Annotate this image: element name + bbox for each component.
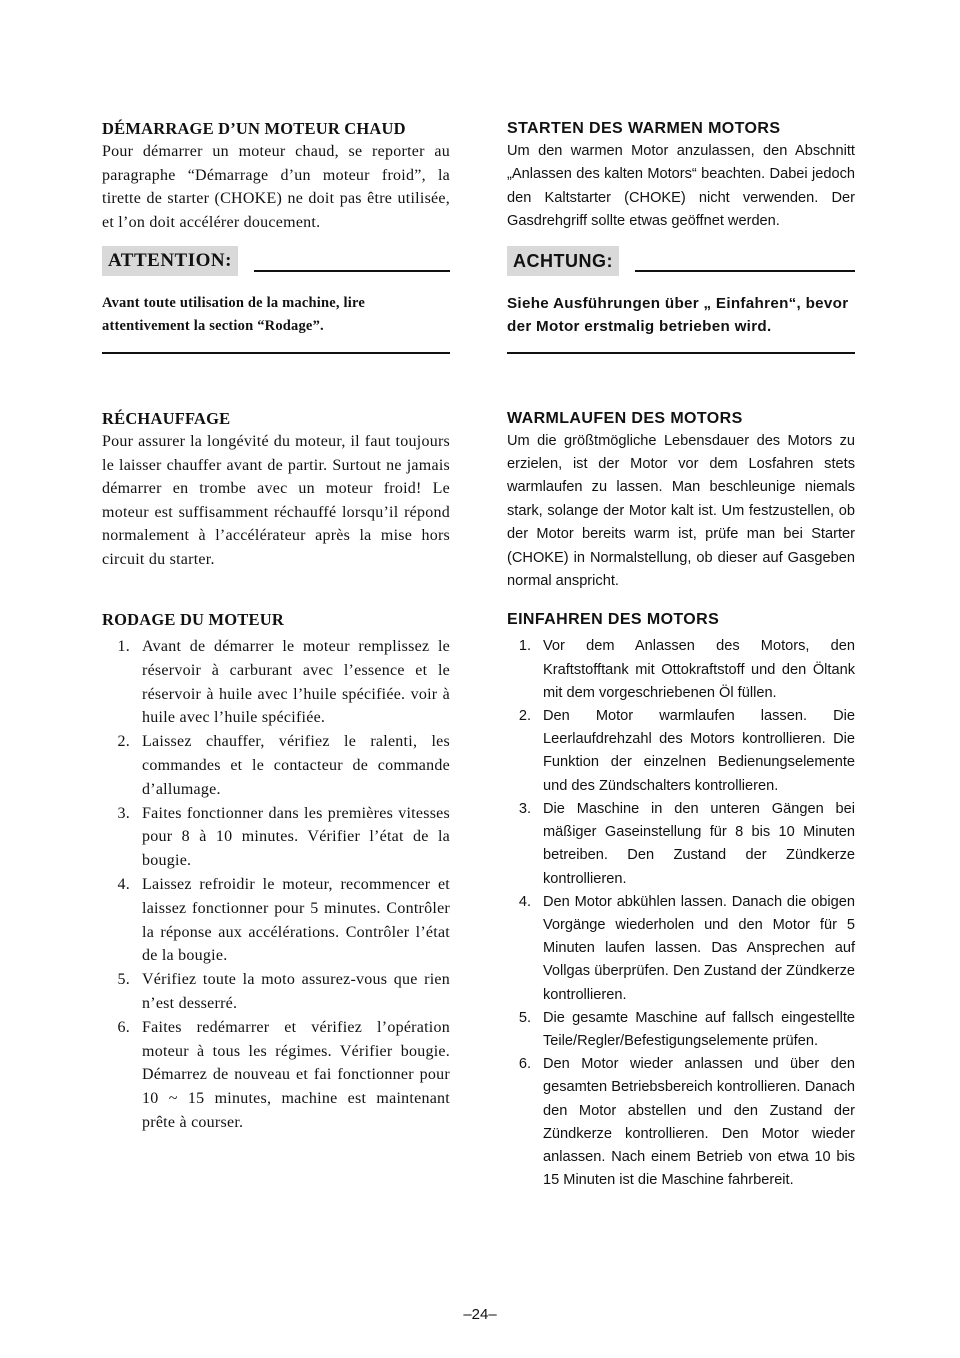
list-item-text: Den Motor wieder anlassen und über den gesamten Betriebsbereich kontrollieren. Danach den Motor abstellen und den Zustand der Zündkerze kontrollieren. Den Motor wieder anlassen. Nach einem Betrieb von etwa 10 bis 15 Minuten ist die Maschine fahrbereit. [543,1056,855,1189]
list-item-text: Die gesamte Maschine auf fallsch eingestellte Teile/Regler/Befestigungselemente prüfen. [543,1009,855,1049]
german-column [507,118,855,1192]
fr-attention-banner [102,242,450,276]
fr-warm-start-heading: DÉMARRAGE D’UN MOTEUR CHAUD [102,119,406,138]
fr-break-in-heading: RODAGE DU MOTEUR [102,610,284,629]
de-warmup-heading: WARMLAUFEN DES MOTORS [507,409,743,427]
list-item-text: Den Motor abkühlen lassen. Danach die obigen Vorgänge wiederholen und den Motor für 5 Minuten laufen lassen. Das Ansprechen auf Vollgas überprüfen. Den Zustand der Zündkerze kontrollieren. [543,893,855,1003]
list-item [507,1053,855,1192]
de-warm-start-text: Um den warmen Motor anzulassen, den Abschnitt „Anlassen des kalten Motors“ beachten. Dabei jedoch den Kaltstarter (CHOKE) nicht verwenden. Der Gasdrehgriff sollte etwas geöffnet werden. [507,143,855,230]
de-warmup-text: Um die größtmögliche Lebensdauer des Motors zu erzielen, ist der Motor vor dem Losfahren stets warmlaufen zu lassen. Man beschleunige niemals stark, solange der Motor kalt ist. Um festzustellen, ob der Motor bereits warm ist, prüfe man bei Starter (CHOKE) in Normalstellung, ob dieser auf Gasgeben normal anspricht. [507,432,855,590]
de-achtung-text: Siehe Ausführungen über „ Einfahren“, bevor der Motor erstmalig betrieben wird. [507,294,849,335]
list-item [507,705,855,798]
fr-warm-start-text: Pour démarrer un moteur chaud, se reporter au paragraphe “Démarrage d’un moteur froid”, la tirette de starter (CHOKE) ne doit pas être utilisée, et l’on doit accélérer doucement. [102,143,450,231]
list-item-number: 4. [117,875,130,893]
list-item-text: Vérifiez toute la moto assurez-vous que rien n’est desserré. [142,971,450,1012]
list-item [102,1016,450,1135]
list-item-number: 1. [518,638,531,655]
list-item [102,730,450,801]
list-item [102,873,450,968]
list-item-number: 4. [518,893,531,910]
list-item [102,968,450,1016]
fr-break-in-list [102,635,450,1135]
de-warm-start-heading: STARTEN DES WARMEN MOTORS [507,120,781,137]
list-item-number: 6. [117,1018,130,1036]
de-achtung-line [635,270,855,272]
list-item-number: 3. [518,800,531,817]
page-number: –24– [463,1306,497,1323]
de-break-in-list [507,635,855,1192]
fr-attention-line [254,270,450,272]
fr-attention-rule [102,352,450,354]
fr-attention-label: ATTENTION: [102,246,238,276]
list-item [507,635,855,705]
list-item-text: Die Maschine in den unteren Gängen bei mäßiger Gaseinstellung für 8 bis 10 Minuten betreiben. Den Zustand der Zündkerze kontrollieren. [543,800,855,887]
list-item-text: Vor dem Anlassen des Motors, den Kraftstofftank mit Ottokraftstoff und den Öltank mit dem vorgeschriebenen Öl füllen. [543,638,855,701]
fr-attention-text: Avant toute utilisation de la machine, lire attentivement la section “Rodage”. [102,295,366,334]
list-item-text: Faites fonctionner dans les premières vitesses pour 8 à 10 minutes. Vérifier l’état de la bougie. [142,804,450,870]
list-item-text: Den Motor warmlaufen lassen. Die Leerlaufdrehzahl des Motors kontrollieren. Die Funktion der einzelnen Bedienungselemente und des Zündschalters kontrollieren. [543,708,855,794]
de-achtung-banner [507,242,855,276]
fr-warmup-heading: RÉCHAUFFAGE [102,409,231,428]
list-item [507,798,855,891]
list-item-number: 1. [117,638,130,655]
list-item-number: 6. [518,1056,531,1073]
list-item-number: 2. [117,733,130,751]
list-item-number: 2. [518,708,531,725]
list-item [102,635,450,730]
list-item-text: Laissez chauffer, vérifiez le ralenti, les commandes et le contacteur de commande d’allumage. [142,733,450,798]
french-column [102,118,450,1135]
fr-warmup-text: Pour assurer la longévité du moteur, il faut toujours le laisser chauffer avant de partir. Surtout ne jamais démarrer en trombe avec un moteur froid! Le moteur est suffisamment réchauffé lorsqu’il répond normalement à l’accélérateur après la mise hors circuit du starter. [102,433,450,568]
de-achtung-label: ACHTUNG: [507,246,619,276]
list-item-text: Avant de démarrer le moteur remplissez le réservoir à carburant avec l’essence et le réservoir à huile avec l’huile spécifiée. voir à huile avec l’huile spécifiée. [142,638,450,727]
list-item [102,802,450,873]
list-item-text: Faites redémarrer et vérifiez l’opération moteur à tous les régimes. Vérifier bougie. Démarrez de nouveau et fai fonctionner pour 10 ~ 15 minutes, machine est maintenant prête à courser. [142,1018,450,1131]
list-item-number: 3. [117,804,130,822]
list-item [507,1007,855,1053]
list-item [507,891,855,1007]
de-achtung-rule [507,352,855,354]
de-break-in-heading: EINFAHREN DES MOTORS [507,611,720,629]
list-item-text: Laissez refroidir le moteur, recommencer et laissez fonctionner pour 5 minutes. Contrôler la réponse aux accélérations. Contrôler l’état de la bougie. [142,875,450,965]
list-item-number: 5. [117,971,130,989]
list-item-number: 5. [518,1009,531,1026]
